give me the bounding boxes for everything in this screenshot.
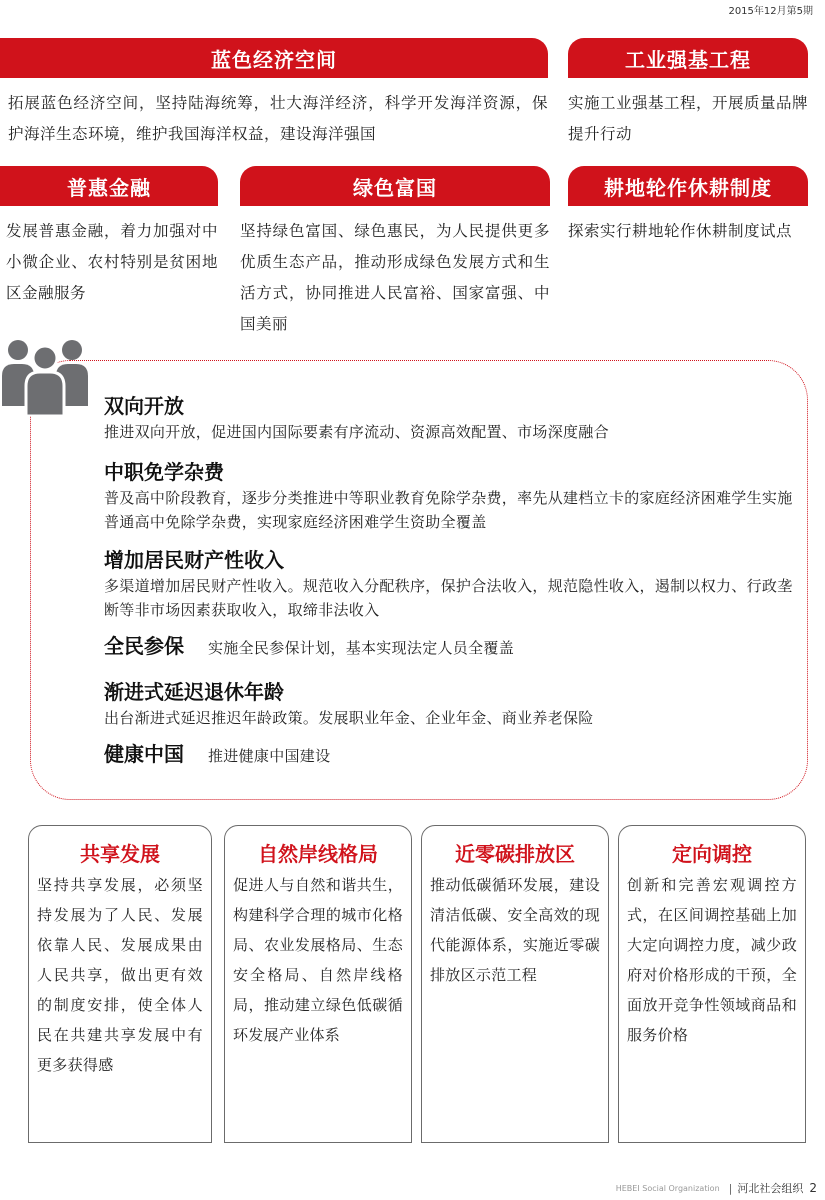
card-text: 推动低碳循环发展，建设清洁低碳、安全高效的现代能源体系，实施近零碳排放区示范工程 (430, 876, 600, 984)
policy-text: 出台渐进式延迟推迟年龄政策。发展职业年金、企业年金、商业养老保险 (104, 709, 594, 727)
card-title: 共享发展 (80, 842, 160, 866)
block-text: 发展普惠金融，着力加强对中小微企业、农村特别是贫困地区金融服务 (6, 222, 218, 302)
block-blue-economy (0, 38, 548, 150)
policy-universal-insurance (104, 632, 794, 660)
block-text: 探索实行耕地轮作休耕制度试点 (568, 222, 793, 240)
policy-vocational-fees (104, 458, 794, 534)
card-text: 创新和完善宏观调控方式，在区间调控基础上加大定向调控力度，减少政府对价格形成的干预，全面放开竞争性领域商品和服务价格 (627, 876, 797, 1044)
footer-english: HEBEI Social Organization (615, 1183, 720, 1193)
policy-text: 推进健康中国建设 (208, 747, 331, 765)
policy-two-way-opening (104, 392, 794, 444)
policy-property-income (104, 546, 794, 622)
footer-chinese: 河北社会组织 (737, 1182, 804, 1195)
policy-title: 渐进式延迟退休年龄 (104, 680, 284, 704)
block-title: 普惠金融 (0, 166, 218, 206)
policy-text: 推进双向开放，促进国内国际要素有序流动、资源高效配置、市场深度融合 (104, 423, 609, 441)
block-inclusive-finance (0, 166, 218, 309)
policy-text: 实施全民参保计划，基本实现法定人员全覆盖 (208, 639, 515, 657)
card-text: 促进人与自然和谐共生，构建科学合理的城市化格局、农业发展格局、生态安全格局、自然岸线格局，推动建立绿色低碳循环发展产业体系 (233, 876, 403, 1044)
card-near-zero-carbon (421, 825, 609, 1143)
issue-label: 2015年12月第5期 (728, 6, 813, 17)
policy-title: 增加居民财产性收入 (104, 548, 284, 572)
card-title: 自然岸线格局 (258, 842, 378, 866)
block-title: 工业强基工程 (568, 38, 808, 78)
people-icon (0, 336, 96, 416)
page-number: 2 (809, 1181, 817, 1195)
card-title: 定向调控 (672, 842, 752, 866)
footer (616, 1180, 817, 1196)
block-title: 蓝色经济空间 (0, 38, 548, 78)
block-title: 耕地轮作休耕制度 (568, 166, 808, 206)
policy-healthy-china (104, 740, 794, 768)
block-green-nation (240, 166, 550, 340)
block-text: 拓展蓝色经济空间，坚持陆海统筹，壮大海洋经济，科学开发海洋资源，保护海洋生态环境，维护我国海洋权益，建设海洋强国 (8, 94, 548, 143)
policy-text: 普及高中阶段教育，逐步分类推进中等职业教育免除学杂费，率先从建档立卡的家庭经济困难学生实施普通高中免除学杂费，实现家庭经济困难学生资助全覆盖 (104, 489, 793, 531)
block-farmland-rotation (568, 166, 808, 247)
policy-title: 双向开放 (104, 394, 184, 418)
card-targeted-control (618, 825, 806, 1143)
footer-separator: | (728, 1181, 733, 1195)
policy-delayed-retirement (104, 678, 794, 730)
card-coastline (224, 825, 412, 1143)
block-text: 实施工业强基工程，开展质量品牌提升行动 (568, 94, 809, 143)
block-industrial-base (568, 38, 808, 150)
policy-title: 健康中国 (104, 742, 184, 766)
policy-title: 中职免学杂费 (104, 460, 224, 484)
card-shared-development (28, 825, 212, 1143)
policy-title: 全民参保 (104, 634, 184, 658)
block-text: 坚持绿色富国、绿色惠民，为人民提供更多优质生态产品，推动形成绿色发展方式和生活方式，协同推进人民富裕、国家富强、中国美丽 (240, 222, 550, 333)
policy-text: 多渠道增加居民财产性收入。规范收入分配秩序，保护合法收入，规范隐性收入，遏制以权力、行政垄断等非市场因素获取收入，取缔非法收入 (104, 577, 793, 619)
card-title: 近零碳排放区 (455, 842, 575, 866)
card-text: 坚持共享发展，必须坚持发展为了人民、发展依靠人民、发展成果由人民共享，做出更有效的制度安排，使全体人民在共建共享发展中有更多获得感 (37, 876, 203, 1074)
block-title: 绿色富国 (240, 166, 550, 206)
